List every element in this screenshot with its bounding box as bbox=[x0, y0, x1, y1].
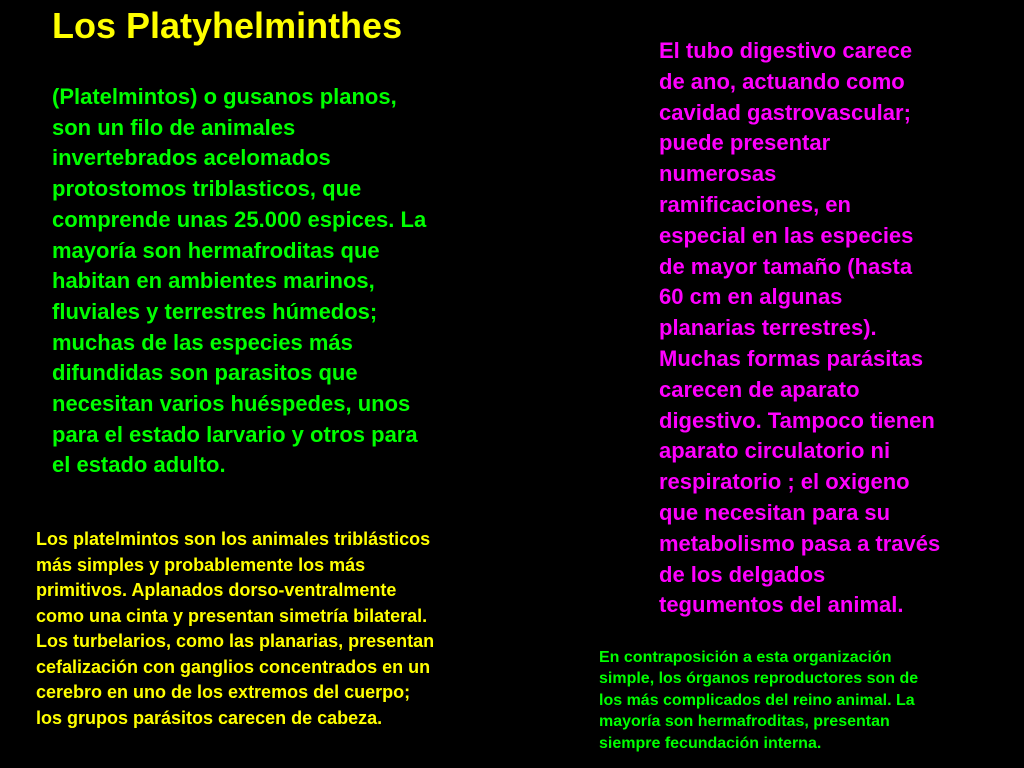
digestive-system-paragraph: El tubo digestivo carece de ano, actuando como cavidad gastrovascular; puede presentar numerosas ramificaciones, en especial en las especies de mayor tamaño (hasta 60 cm en algunas planarias terrestres). Muchas formas parásitas carecen de aparato digestivo. Tampoco tienen aparato circulatorio ni respiratorio ; el oxigeno que necesitan para su metabolismo pasa a través de los delgados tegumentos del animal. bbox=[659, 38, 941, 618]
simple-organization-paragraph: Los platelmintos son los animales triblásticos más simples y probablemente los más primitivos. Aplanados dorso-ventralmente como una cinta y presentan simetría bilateral. Los turbelarios, como las planarias, presentan cefalización con ganglios concentrados en un cerebro en uno de los extremos del cuerpo; los grupos parásitos carecen de cabeza. bbox=[36, 529, 435, 728]
reproductive-organs-paragraph: En contraposición a esta organización simple, los órganos reproductores son de los más complicados del reino animal. La mayoría son hermafroditas, presentan siempre fecundación interna. bbox=[599, 649, 919, 752]
slide-title: Los Platyhelminthes bbox=[52, 5, 403, 46]
intro-paragraph: (Platelmintos) o gusanos planos, son un filo de animales invertebrados acelomados protostomos triblasticos, que comprende unas 25.000 espices. La mayoría son hermafroditas que habitan en ambientes marinos, fluviales y terrestres húmedos; muchas de las especies más difundidas son parasitos que necesitan varios huéspedes, unos para el estado larvario y otros para el estado adulto. bbox=[52, 84, 427, 478]
